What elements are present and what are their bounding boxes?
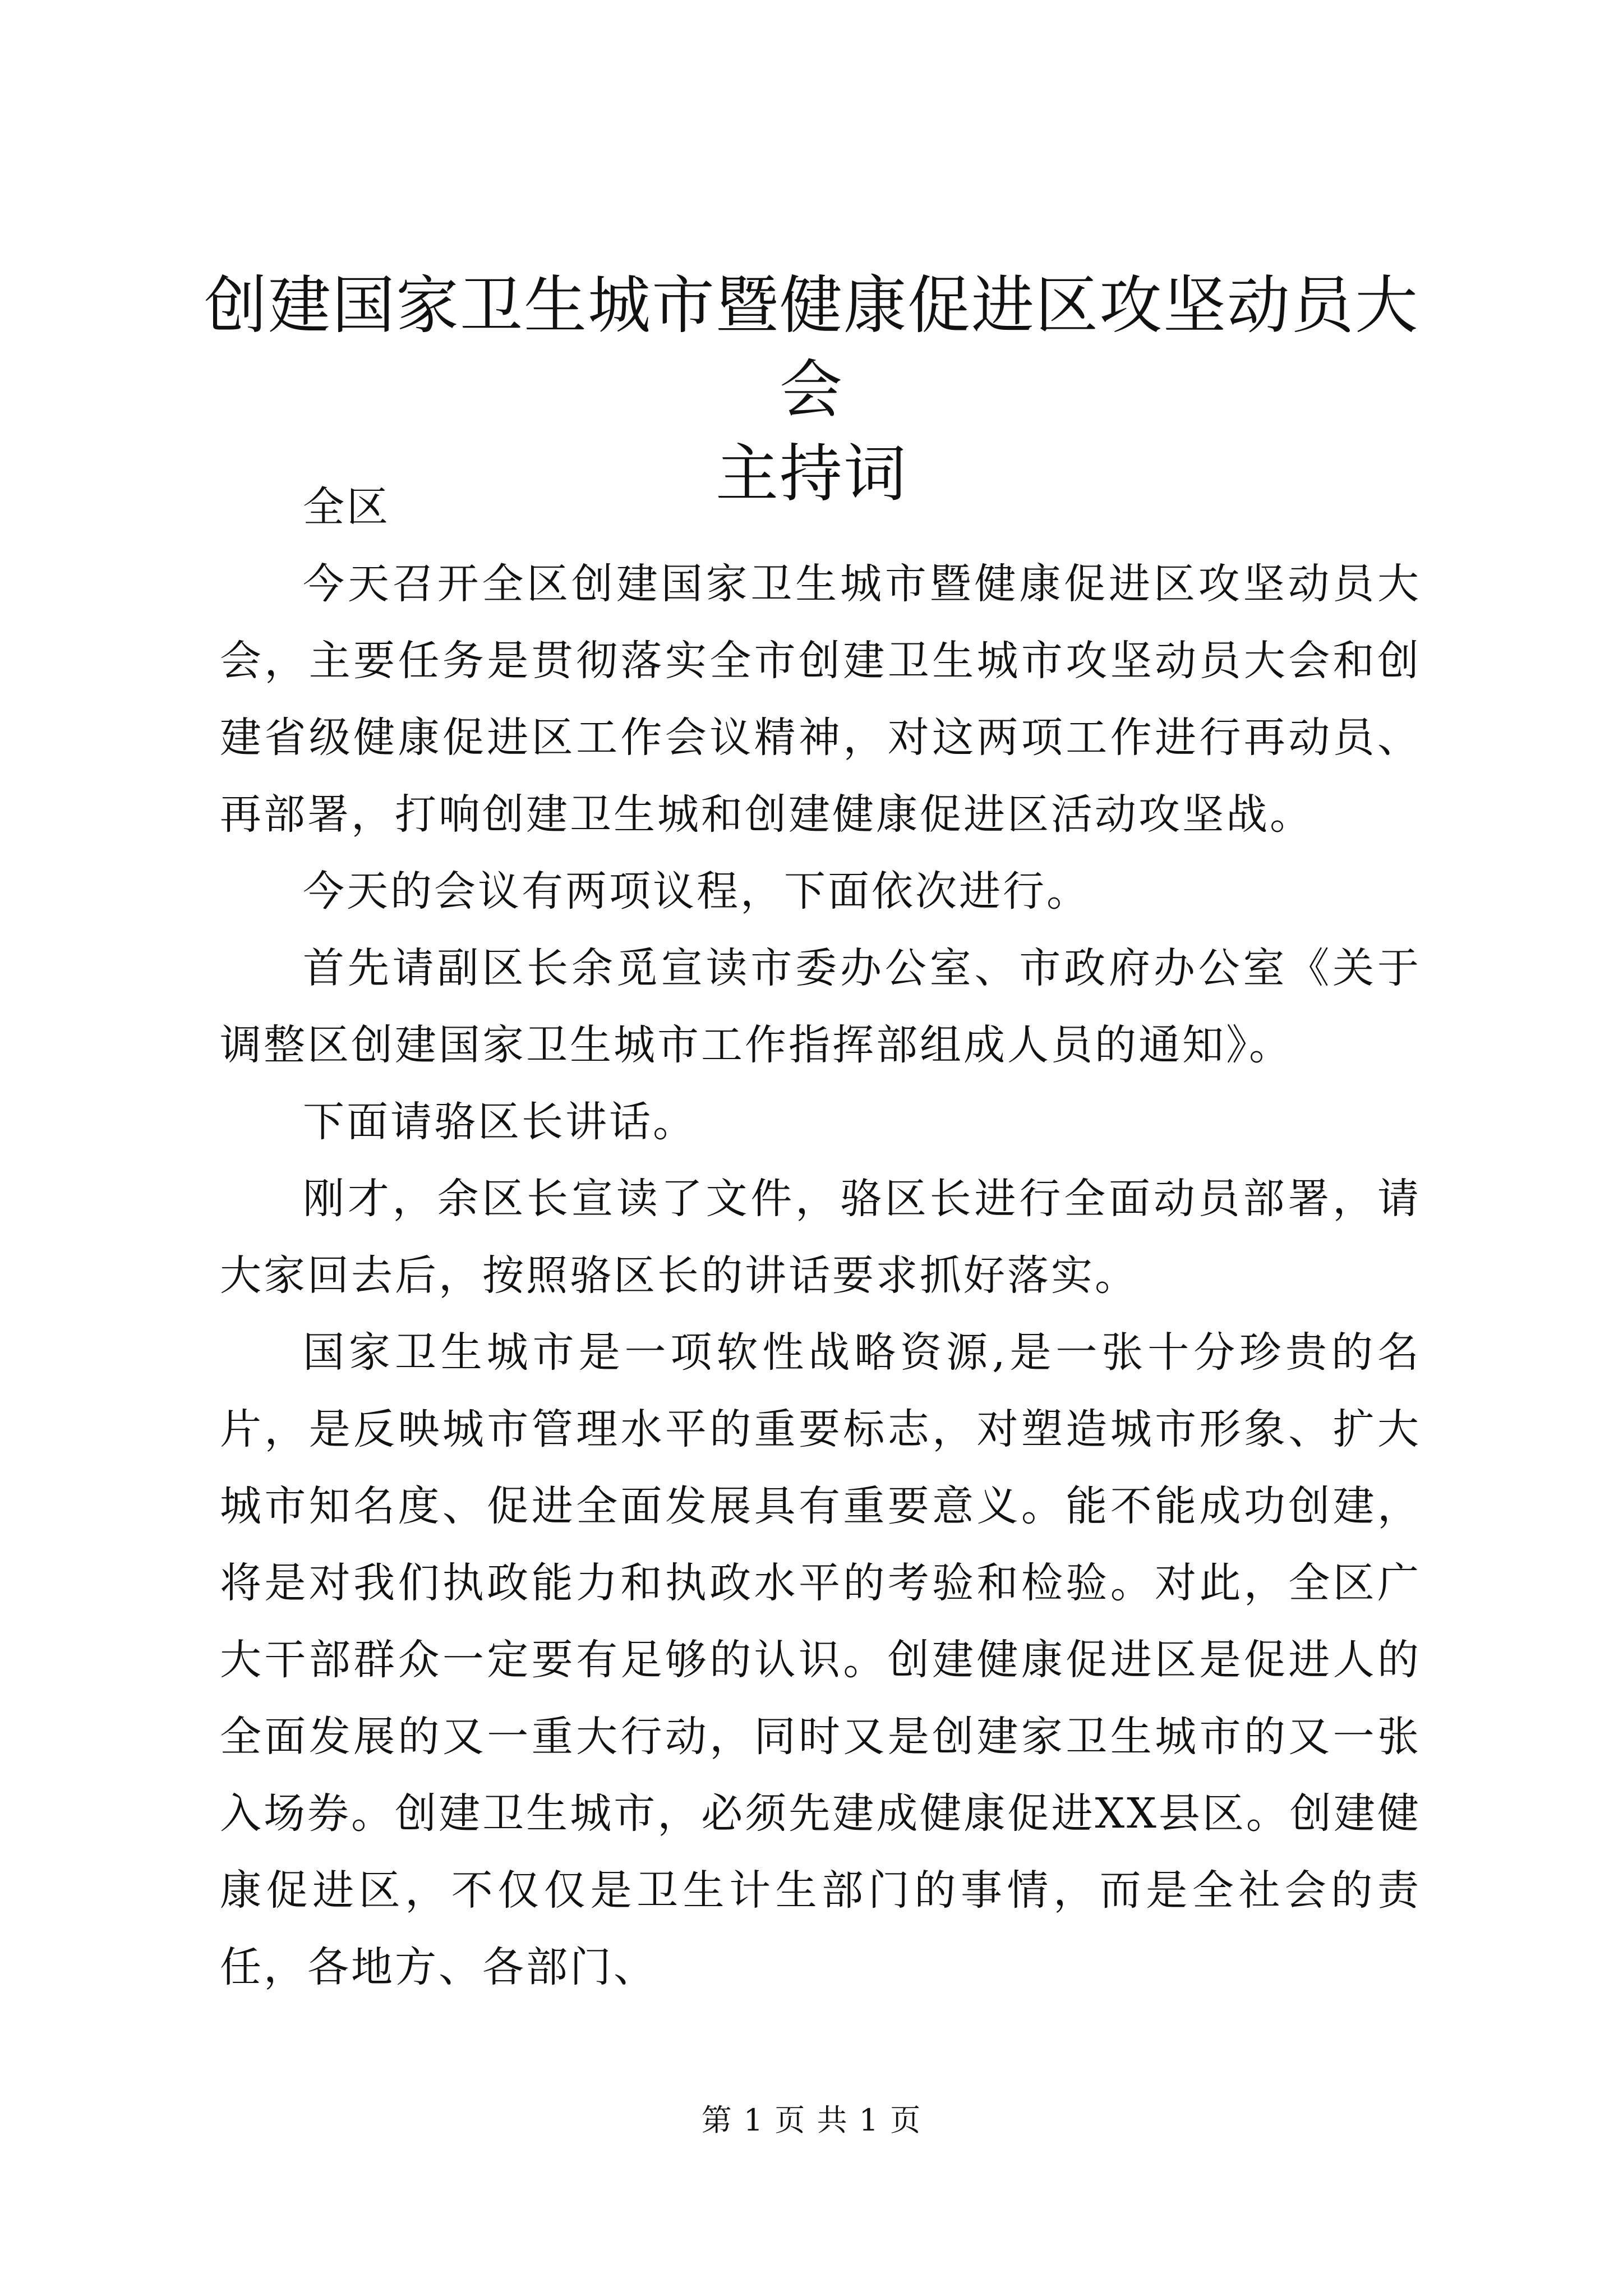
title-line-2: 主持词 bbox=[716, 438, 907, 510]
paragraph-second-item: 下面请骆区长讲话。 bbox=[303, 1098, 697, 1146]
paragraph-first-item: 首先请副区长余觅宣读市委办公室、市政府办公室《关于调整区创建国家卫生城市工作指挥部组成人员的通知》。 bbox=[220, 944, 1421, 1069]
paragraph-summary: 刚才，余区长宣读了文件，骆区长进行全面动员部署，请大家回去后，按照骆区长的讲话要求抓好落实。 bbox=[220, 1175, 1421, 1300]
paragraph-salutation: 全区 bbox=[303, 483, 390, 531]
document-body bbox=[220, 469, 1421, 2006]
paragraph-agenda: 今天的会议有两项议程，下面依次进行。 bbox=[303, 867, 1090, 915]
paragraph-significance: 国家卫生城市是一项软性战略资源,是一张十分珍贵的名片，是反映城市管理水平的重要标志，对塑造城市形象、扩大城市知名度、促进全面发展具有重要意义。能不能成功创建，将是对我们执政能力和执政水平的考验和检验。对此，全区广大干部群众一定要有足够的认识。创建健康促进区是促进人的全面发展的又一重大行动，同时又是创建家卫生城市的又一张入场券。创建卫生城市，必须先建成健康促进XX县区。创建健康促进区，不仅仅是卫生计生部门的事情，而是全社会的责任，各地方、各部门、 bbox=[220, 1328, 1421, 1991]
paragraph-opening: 今天召开全区创建国家卫生城市暨健康促进区攻坚动员大会，主要任务是贯彻落实全市创建卫生城市攻坚动员大会和创建省级健康促进区工作会议精神，对这两项工作进行再动员、再部署，打响创建卫生城和创建健康促进区活动攻坚战。 bbox=[220, 560, 1421, 839]
page-footer: 第 1 页 共 1 页 bbox=[701, 2102, 922, 2138]
title-line-1: 创建国家卫生城市暨健康促进区攻坚动员大会 bbox=[204, 269, 1419, 426]
